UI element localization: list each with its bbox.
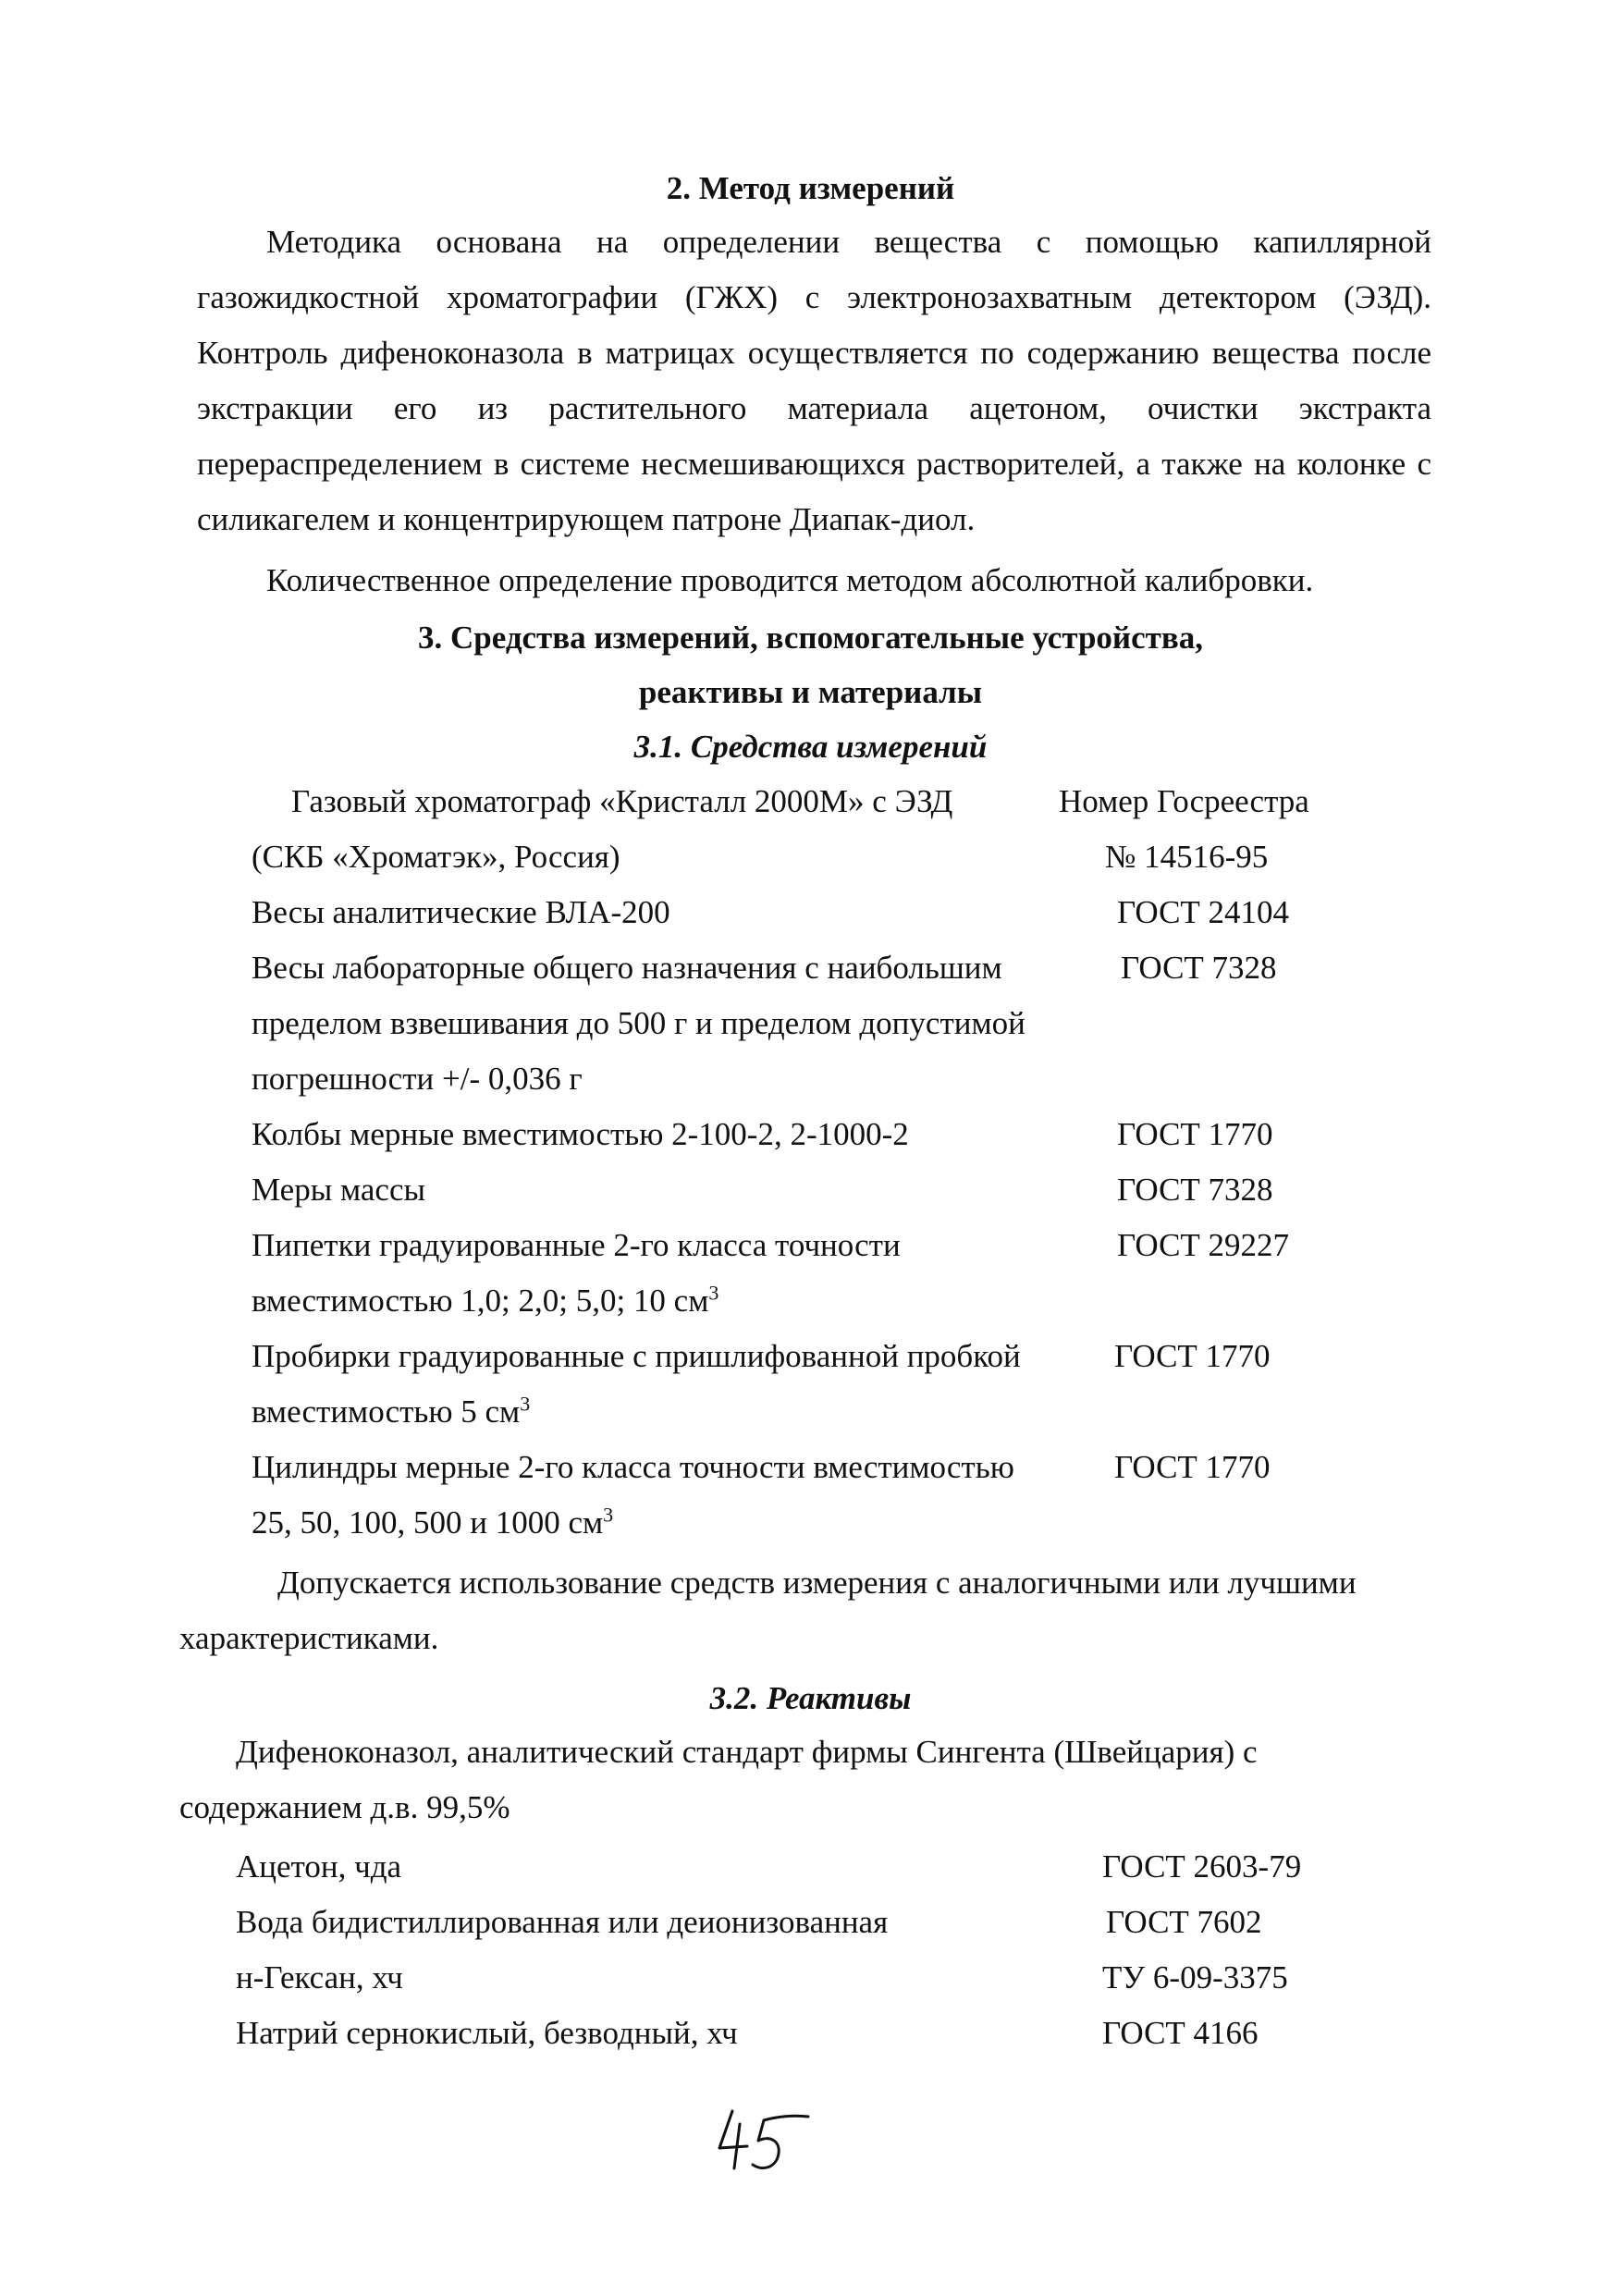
instrument-name: Меры массы — [252, 1172, 425, 1208]
paragraph-line: экстракции его из растительного материала ацетоном, очистки экстракта — [197, 390, 1431, 426]
instrument-name: Цилиндры мерные 2-го класса точности вместимостью — [252, 1449, 1014, 1485]
registry-header: Номер Госреестра — [1059, 783, 1309, 819]
handwritten-page-number — [712, 2104, 814, 2178]
reagent-ref: ТУ 6-09-3375 — [1102, 1959, 1288, 1995]
subsection-3-2-heading: 3.2. Реактивы — [709, 1680, 912, 1716]
reagent-name: Натрий сернокислый, безводный, хч — [236, 2015, 738, 2051]
gost-ref: ГОСТ 1770 — [1117, 1116, 1273, 1152]
instrument-name: Пробирки градуированные с пришлифованной пробкой — [252, 1338, 1021, 1374]
instrument-name: Пипетки градуированные 2-го класса точности — [252, 1227, 901, 1263]
registry-number: № 14516-95 — [1105, 839, 1269, 875]
paragraph-line: газожидкостной хроматографии (ГЖХ) с электронозахватным детектором (ЭЗД). — [197, 279, 1431, 315]
section-3-heading: 3. Средства измерений, вспомогательные устройства, — [418, 620, 1203, 656]
instrument-name-cont: 25, 50, 100, 500 и 1000 $см^3$ — [252, 1503, 614, 1541]
instrument-name: Весы лабораторные общего назначения с наибольшим — [252, 950, 1002, 986]
paragraph-line: Методика основана на определении вещества с помощью капиллярной — [266, 224, 1431, 260]
section-3-heading-cont: реактивы и материалы — [638, 674, 983, 710]
paragraph-line: силикагелем и концентрирующем патроне Диапак-диол. — [197, 501, 976, 537]
gost-ref: ГОСТ 29227 — [1117, 1227, 1290, 1263]
section-2-heading: 2. Метод измерений — [666, 170, 955, 206]
instrument-name: Газовый хроматограф «Кристалл 2000М» с ЭЗД — [291, 783, 953, 819]
instrument-name-cont: вместимостью 1,0; 2,0; 5,0; 10 $см^3$ — [252, 1281, 719, 1319]
gost-ref: ГОСТ 1770 — [1114, 1338, 1271, 1374]
gost-ref: ГОСТ 24104 — [1117, 894, 1290, 930]
instrument-name: Весы аналитические ВЛА-200 — [252, 894, 670, 930]
reagent-name: Ацетон, чда — [236, 1848, 402, 1885]
reagent-ref: ГОСТ 4166 — [1102, 2015, 1259, 2051]
allowance-text: Допускается использование средств измерения с аналогичными или лучшими — [277, 1565, 1357, 1601]
instrument-name: Колбы мерные вместимостью 2-100-2, 2-1000-2 — [252, 1116, 909, 1152]
reagent-ref: ГОСТ 7602 — [1106, 1904, 1262, 1940]
instrument-name-cont: (СКБ «Хроматэк», Россия) — [252, 839, 620, 875]
superscript-3: 3 — [708, 1281, 719, 1305]
reagent-ref: ГОСТ 2603-79 — [1102, 1848, 1302, 1885]
subsection-3-1-heading: 3.1. Средства измерений — [633, 729, 988, 765]
superscript-3: 3 — [603, 1503, 614, 1527]
instrument-name-cont: вместимостью 5 $см^3$ — [252, 1392, 531, 1430]
allowance-text-cont: характеристиками. — [179, 1620, 439, 1656]
reagent-intro-cont: содержанием д.в. 99,5% — [179, 1789, 510, 1825]
reagent-intro: Дифеноконазол, аналитический стандарт фирмы Сингента (Швейцария) с — [236, 1734, 1258, 1770]
gost-ref: ГОСТ 7328 — [1121, 950, 1277, 986]
instrument-name-cont: пределом взвешивания до 500 г и пределом допустимой — [252, 1005, 1025, 1041]
paragraph-line: перераспределением в системе несмешивающихся растворителей, а также на колонке с — [197, 446, 1431, 482]
quantification-paragraph: Количественное определение проводится методом абсолютной калибровки. — [266, 562, 1314, 598]
reagent-name: Вода бидистиллированная или деионизованная — [236, 1904, 889, 1940]
paragraph-line: Контроль дифеноконазола в матрицах осуществляется по содержанию вещества после — [197, 335, 1431, 371]
superscript-3: 3 — [520, 1392, 531, 1416]
gost-ref: ГОСТ 1770 — [1114, 1449, 1271, 1485]
instrument-name-cont: погрешности +/- 0,036 г — [252, 1061, 583, 1097]
reagent-name: н-Гексан, хч — [236, 1959, 403, 1995]
gost-ref: ГОСТ 7328 — [1117, 1172, 1273, 1208]
